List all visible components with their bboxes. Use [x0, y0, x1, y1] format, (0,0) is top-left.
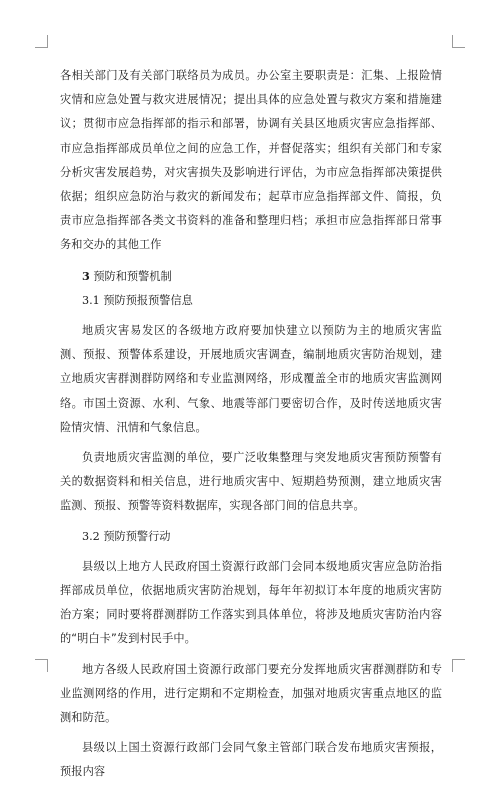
- crop-mark-top-left: [35, 35, 48, 48]
- subsection-number: 3.1: [82, 293, 100, 307]
- crop-mark-top-right: [452, 35, 465, 48]
- crop-mark-bottom-left: [35, 659, 48, 672]
- paragraph-annual-plan: 县级以上地方人民政府国土资源行政部门会同本级地质灾害应急防治指挥部成员单位，依据地质灾害防治规划，每年年初拟订本年度的地质灾害防治方案；同时要将群测群防工作落实到具体单位，将涉及地质灾害防治内容的“明白卡”发到村民手中。: [60, 559, 442, 646]
- crop-mark-bottom-right: [452, 659, 465, 672]
- subsection-number: 3.2: [82, 529, 100, 543]
- subsection-heading-3-1: [60, 289, 442, 313]
- paragraph-network-inspection: 地方各级人民政府国土资源行政部门要充分发挥地质灾害群测群防和专业监测网络的作用，进行定期和不定期检查，加强对地质灾害重点地区的监测和防范。: [60, 662, 442, 725]
- paragraph-joint-forecast: 县级以上国土资源行政部门会同气象主管部门联合发布地质灾害预报，预报内容: [60, 741, 442, 779]
- paragraph-data-collection: 负责地质灾害监测的单位，要广泛收集整理与突发地质灾害预防预警有关的数据资料和相关信息，进行地质灾害中、短期趋势预测，建立地质灾害监测、预报、预警等资料数据库，实现各部门间的信息共享。: [60, 451, 442, 513]
- subsection-title: 预防预报预警信息: [103, 293, 193, 307]
- section-number: 3: [82, 268, 90, 283]
- paragraph-monitoring-system: 地质灾害易发区的各级地方政府要加快建立以预防为主的地质灾害监测、预报、预警体系建设，开展地质灾害调查，编制地质灾害防治规划，建立地质灾害群测群防网络和专业监测网络，形成覆盖全市的地质灾害监测网络。市国土资源、水利、气象、地震等部门要密切合作，及时传送地质灾害险情灾情、汛情和气象信息。: [60, 324, 442, 434]
- section-heading-3: [60, 264, 442, 289]
- subsection-title: 预防预警行动: [103, 529, 171, 543]
- document-page: [60, 64, 442, 785]
- subsection-heading-3-2: [60, 525, 442, 549]
- section-title: 预防和预警机制: [93, 269, 172, 283]
- paragraph-office-duties: 各相关部门及有关部门联络员为成员。办公室主要职责是：汇集、上报险情灾情和应急处置与救灾进展情况；提出具体的应急处置与救灾方案和措施建议；贯彻市应急指挥部的指示和部署，协调有关县区地质灾害应急指挥部、市应急指挥部成员单位之间的应急工作，并督促落实；组织有关部门和专家分析灾害发展趋势，对灾害损失及影响进行评估，为市应急指挥部决策提供依据；组织应急防治与救灾的新闻发布；起草市应急指挥部文件、简报，负责市应急指挥部各类文书资料的准备和整理归档；承担市应急指挥部日常事务和交办的其他工作: [60, 69, 442, 252]
